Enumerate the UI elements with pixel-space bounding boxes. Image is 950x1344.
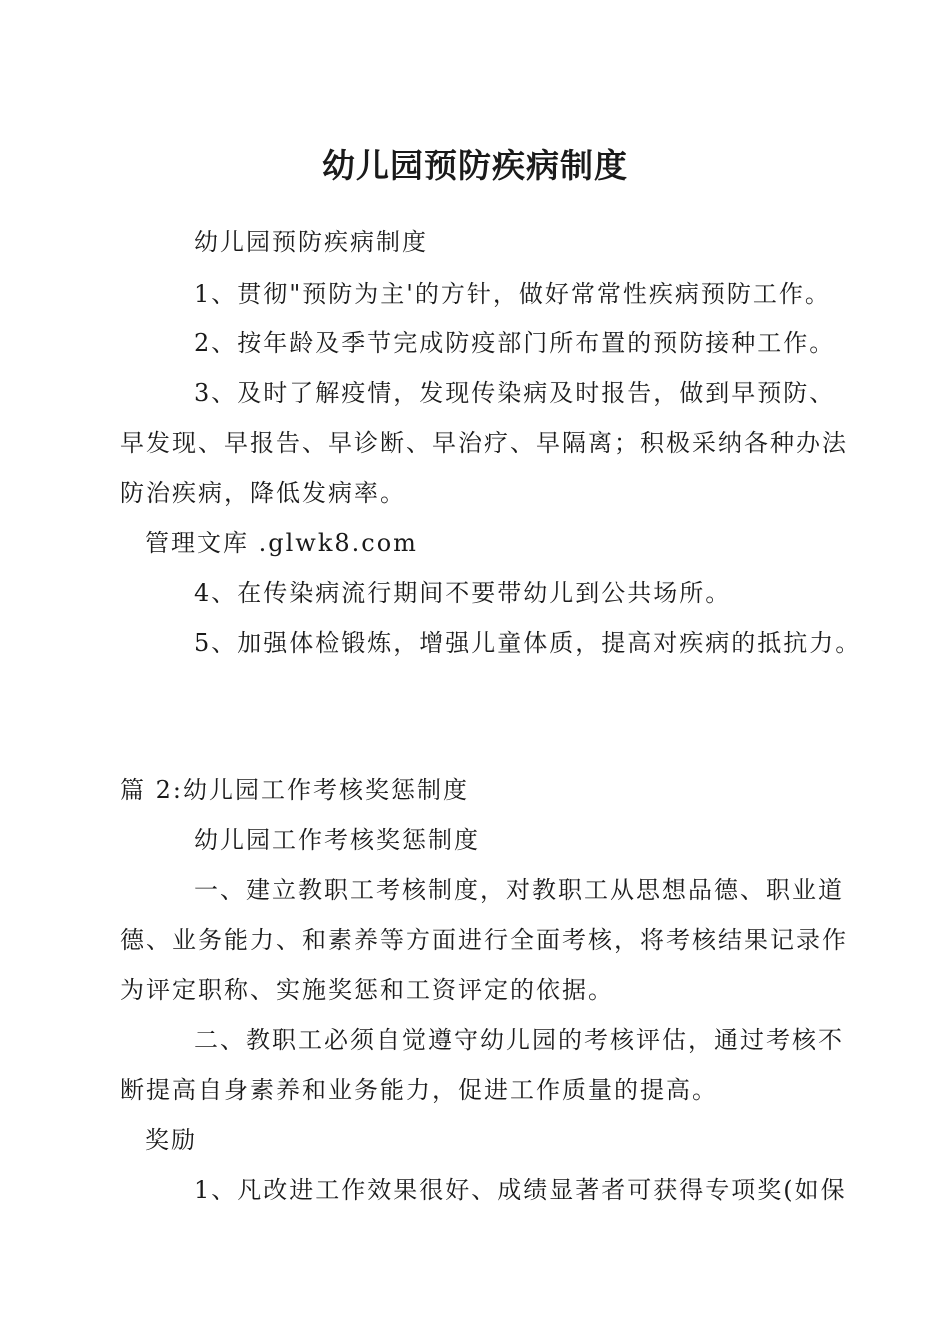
- list-item: 3、及时了解疫情，发现传染病及时报告，做到早预防、: [194, 379, 836, 407]
- section-heading: 幼儿园预防疾病制度: [194, 228, 428, 256]
- document-title: 幼儿园预防疾病制度: [322, 146, 628, 185]
- list-item: 5、加强体检锻炼，增强儿童体质，提高对疾病的抵抗力。: [194, 629, 862, 657]
- paragraph-line: 1、凡改进工作效果很好、成绩显著者可获得专项奖(如保: [194, 1176, 847, 1204]
- list-item-continuation: 早发现、早报告、早诊断、早治疗、早隔离；积极采纳各种办法: [120, 429, 848, 457]
- paragraph-line: 德、业务能力、和素养等方面进行全面考核，将考核结果记录作: [120, 926, 848, 954]
- list-item: 4、在传染病流行期间不要带幼儿到公共场所。: [194, 579, 732, 607]
- source-note: 管理文库 .glwk8.com: [145, 529, 418, 557]
- paragraph-line: 断提高自身素养和业务能力，促进工作质量的提高。: [120, 1076, 718, 1104]
- section-heading: 幼儿园工作考核奖惩制度: [194, 826, 480, 854]
- list-item: 2、按年龄及季节完成防疫部门所布置的预防接种工作。: [194, 329, 836, 357]
- paragraph-line: 二、教职工必须自觉遵守幼儿园的考核评估，通过考核不: [194, 1026, 844, 1054]
- reward-label: 奖励: [145, 1126, 197, 1154]
- chapter-heading: 篇 2:幼儿园工作考核奖惩制度: [120, 776, 469, 804]
- list-item-continuation: 防治疾病，降低发病率。: [120, 479, 406, 507]
- paragraph-line: 为评定职称、实施奖惩和工资评定的依据。: [120, 976, 614, 1004]
- paragraph-line: 一、建立教职工考核制度，对教职工从思想品德、职业道: [194, 876, 844, 904]
- list-item: 1、贯彻"预防为主'的方针，做好常常性疾病预防工作。: [194, 280, 831, 308]
